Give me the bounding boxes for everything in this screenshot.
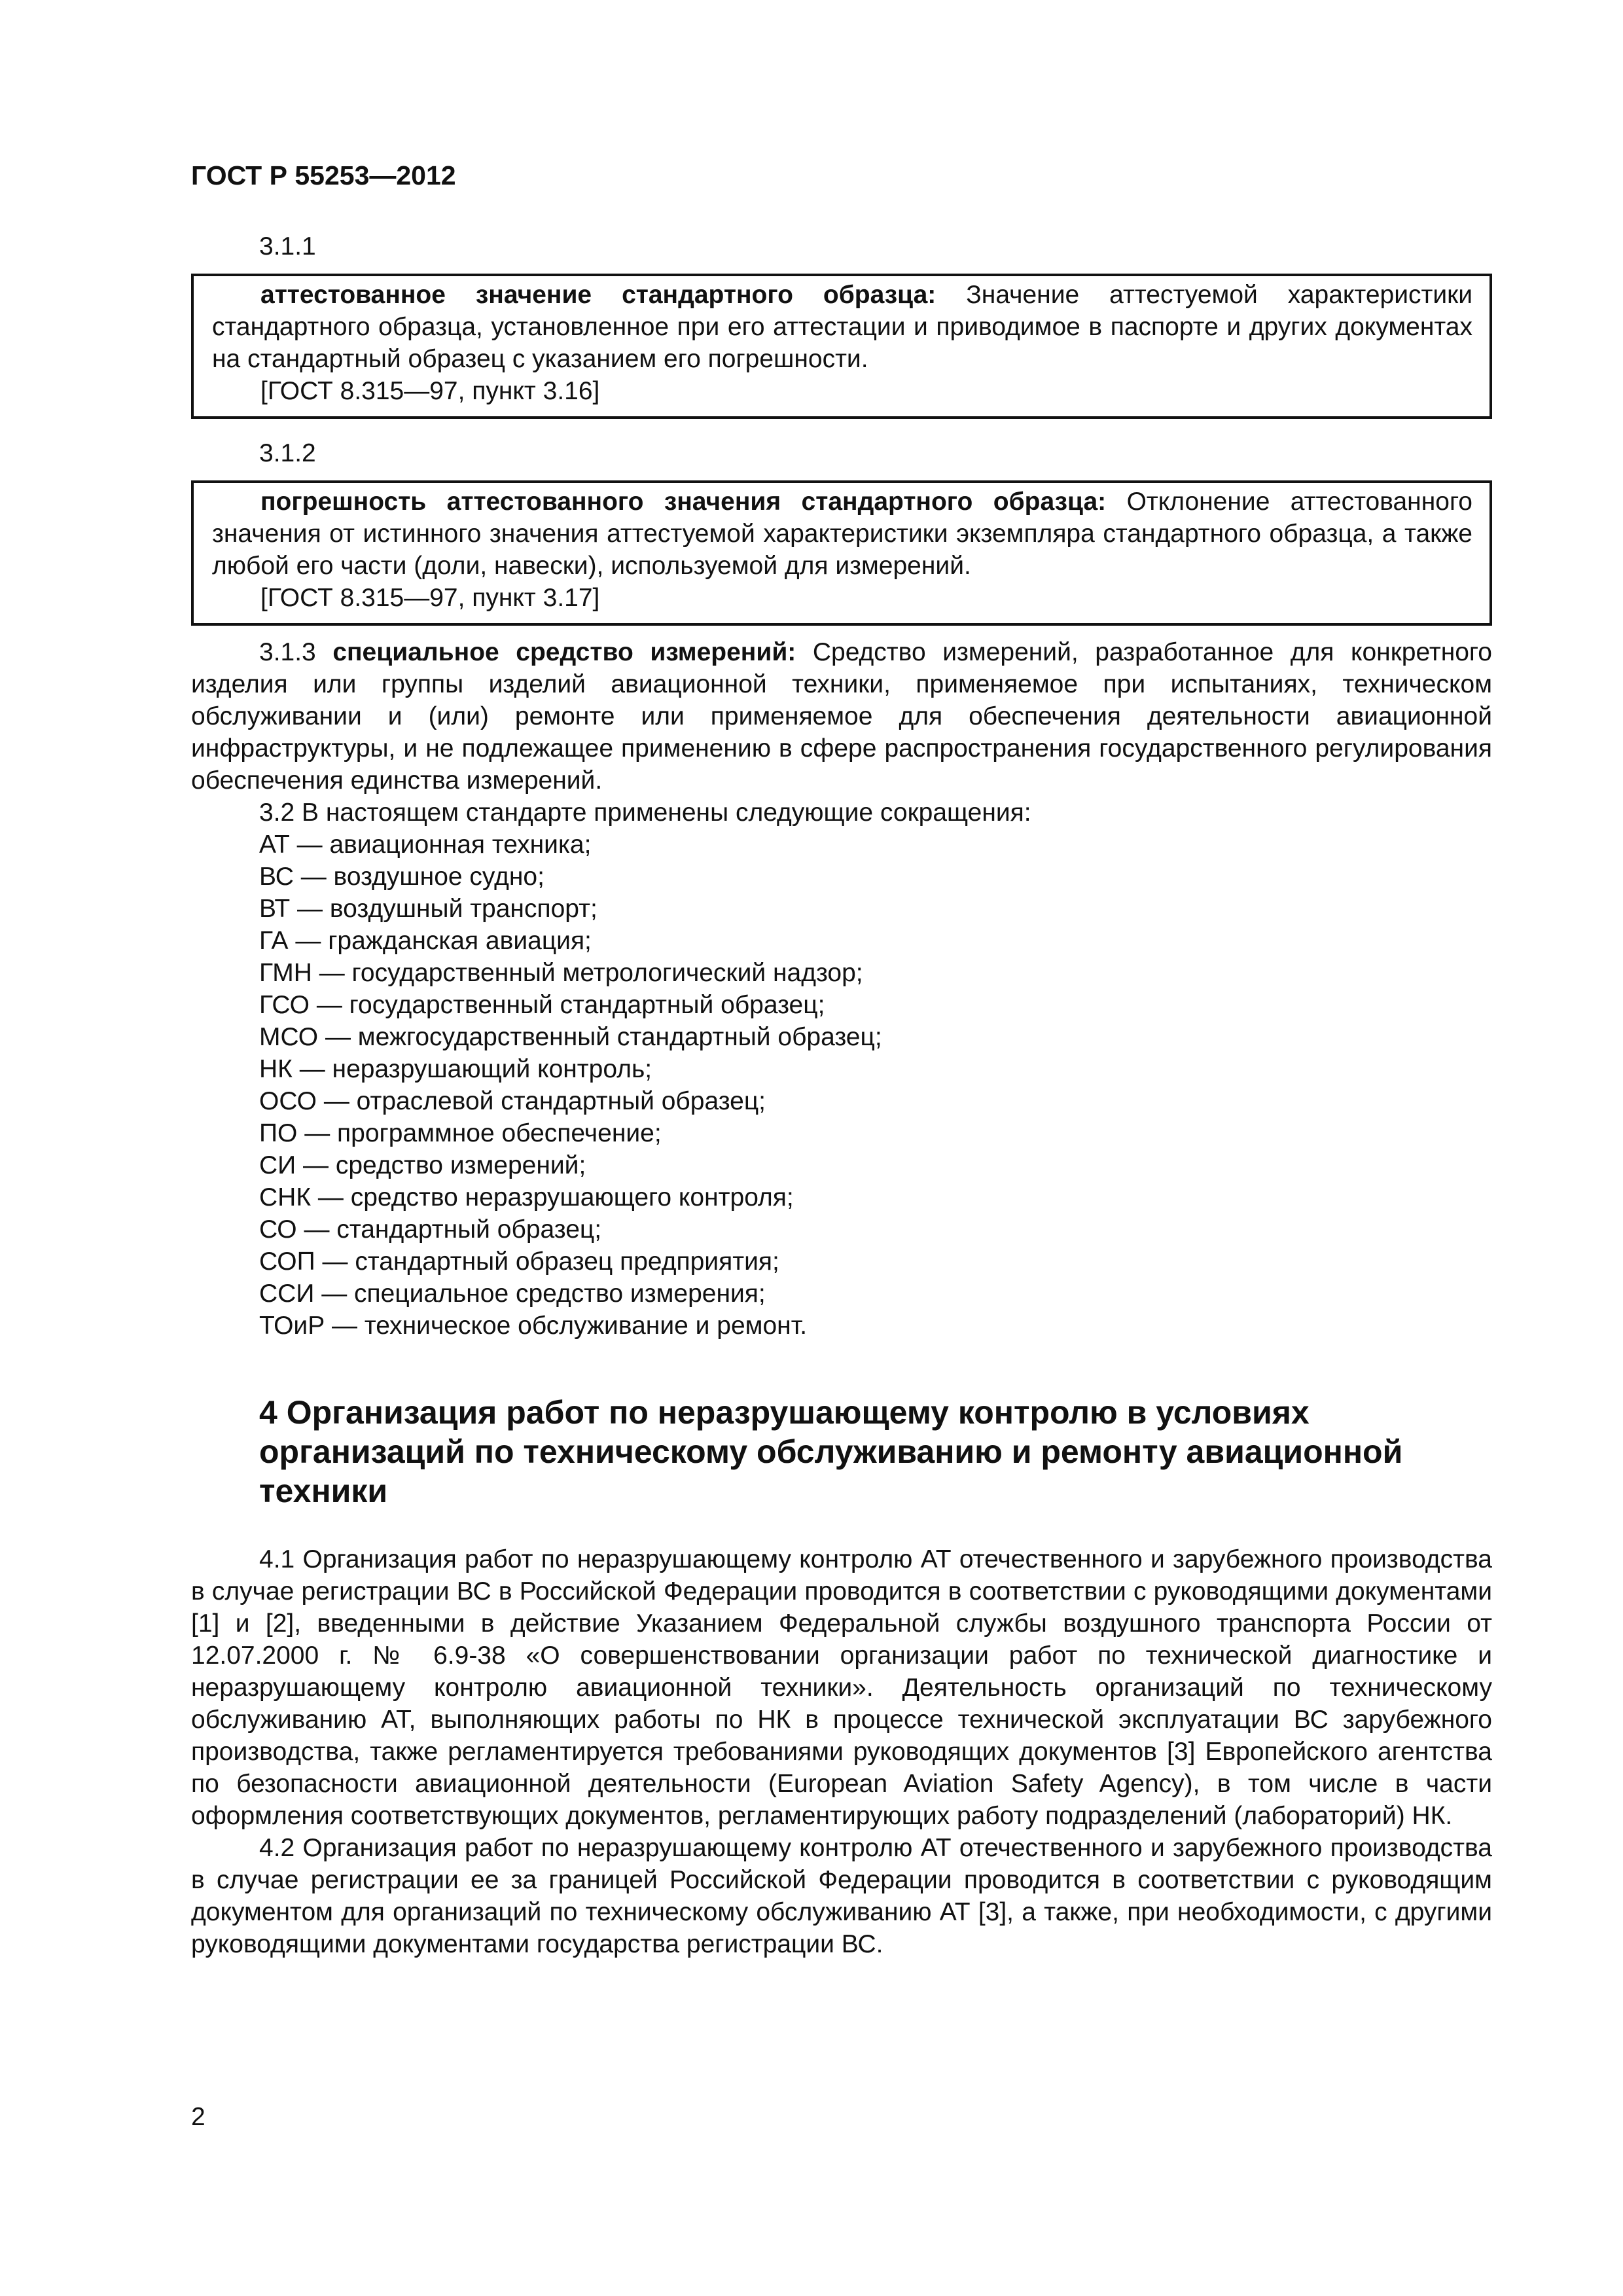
definition-text: Значение аттестуемой характеристики стандартного образца, установленное при его аттестации и приводимое в паспорте и других документах на стандартный образец с указанием его погрешности. bbox=[212, 281, 1472, 373]
abbreviation-item: ВТ — воздушный транспорт; bbox=[259, 895, 597, 923]
abbreviation-item: ТОиР — техническое обслуживание и ремонт. bbox=[259, 1312, 808, 1340]
abbreviation-item: ССИ — специальное средство измерения; bbox=[259, 1280, 766, 1308]
definition-text: Отклонение аттестованного значения от истинного значения аттестуемой характеристики экземпляра стандартного образца, а также любой его части (доли, навески), используемой для измерений. bbox=[212, 488, 1472, 580]
definition-text: Средство измерений, разработанное для конкретного изделия или группы изделий авиационной техники, применяемое при испытаниях, техническом обслуживании и (или) ремонте или применяемое для обеспечения деятельности авиационной инфраструктуры, и не подлежащее применению в сфере распространения государственного регулирования обеспечения единства измерений. bbox=[191, 638, 1492, 795]
section-4-body bbox=[191, 1543, 1492, 1960]
abbreviation-item: ГСО — государственный стандартный образец; bbox=[259, 991, 825, 1019]
abbreviation-item: ВС — воздушное судно; bbox=[259, 863, 544, 891]
paragraph-4-1: 4.1 Организация работ по неразрушающему контролю АТ отечественного и зарубежного производства в случае регистрации ВС в Российской Федерации проводится в соответствии с руководящими документами [1] и [2], введенными в действие Указанием Федеральной службы воздушного транспорта России от 12.07.2000 г. № 6.9-38 «О совершенствовании организации работ по технической диагностике и неразрушающему контролю авиационной техники». Деятельность организаций по техническому обслуживанию АТ, выполняющих работы по НК в процессе технической эксплуатации ВС зарубежного производства, также регламентируется требованиями руководящих документов [3] Европейского агентства по безопасности авиационной деятельности (European Aviation Safety Agency), в том числе в части оформления соответствующих документов, регламентирующих работу подразделений (лабораторий) НК. bbox=[191, 1545, 1492, 1830]
document-header: ГОСТ Р 55253—2012 bbox=[191, 160, 456, 190]
abbreviation-item: СО — стандартный образец; bbox=[259, 1215, 602, 1244]
abbreviation-item: АТ — авиационная техника; bbox=[259, 831, 592, 859]
abbreviation-item: ГА — гражданская авиация; bbox=[259, 927, 592, 955]
term-name: специальное средство измерений: bbox=[332, 638, 796, 666]
term-name: аттестованное значение стандартного образца: bbox=[260, 281, 936, 309]
term-box-3-1-1 bbox=[191, 274, 1492, 419]
term-3-1-3 bbox=[191, 636, 1492, 797]
term-definition bbox=[212, 279, 1472, 375]
term-number-3-1-1: 3.1.1 bbox=[259, 232, 316, 260]
abbreviation-item: ОСО — отраслевой стандартный образец; bbox=[259, 1087, 766, 1115]
terms-and-abbreviations bbox=[191, 636, 1492, 1342]
abbreviation-item: НК — неразрушающий контроль; bbox=[259, 1055, 652, 1083]
term-number-3-1-3: 3.1.3 bbox=[259, 638, 333, 666]
paragraph-4-2: 4.2 Организация работ по неразрушающему контролю АТ отечественного и зарубежного производства в случае регистрации ее за границей Российской Федерации проводится в соответствии с руководящим документом для организаций по техническому обслуживанию АТ [3], а также, при необходимости, с другими руководящими документами государства регистрации ВС. bbox=[191, 1834, 1492, 1958]
abbreviation-item: СИ — средство измерений; bbox=[259, 1151, 586, 1179]
term-number-3-1-2: 3.1.2 bbox=[259, 439, 316, 467]
term-reference: [ГОСТ 8.315—97, пункт 3.17] bbox=[260, 584, 600, 612]
abbreviation-item: МСО — межгосударственный стандартный образец; bbox=[259, 1023, 882, 1051]
abbreviation-item: СНК — средство неразрушающего контроля; bbox=[259, 1183, 794, 1211]
abbreviation-item: СОП — стандартный образец предприятия; bbox=[259, 1247, 779, 1276]
term-reference: [ГОСТ 8.315—97, пункт 3.16] bbox=[260, 377, 600, 405]
term-name: погрешность аттестованного значения стандартного образца: bbox=[260, 488, 1107, 516]
abbreviation-item: ГМН — государственный метрологический надзор; bbox=[259, 959, 863, 987]
section-4-title: 4 Организация работ по неразрушающему контролю в условиях организаций по техническому обслуживанию и ремонту авиационной техники bbox=[259, 1394, 1403, 1509]
abbreviations-intro: 3.2 В настоящем стандарте применены следующие сокращения: bbox=[259, 798, 1031, 827]
term-definition bbox=[212, 486, 1472, 582]
abbreviation-item: ПО — программное обеспечение; bbox=[259, 1119, 662, 1147]
page-number: 2 bbox=[191, 2103, 205, 2131]
term-box-3-1-2 bbox=[191, 480, 1492, 626]
